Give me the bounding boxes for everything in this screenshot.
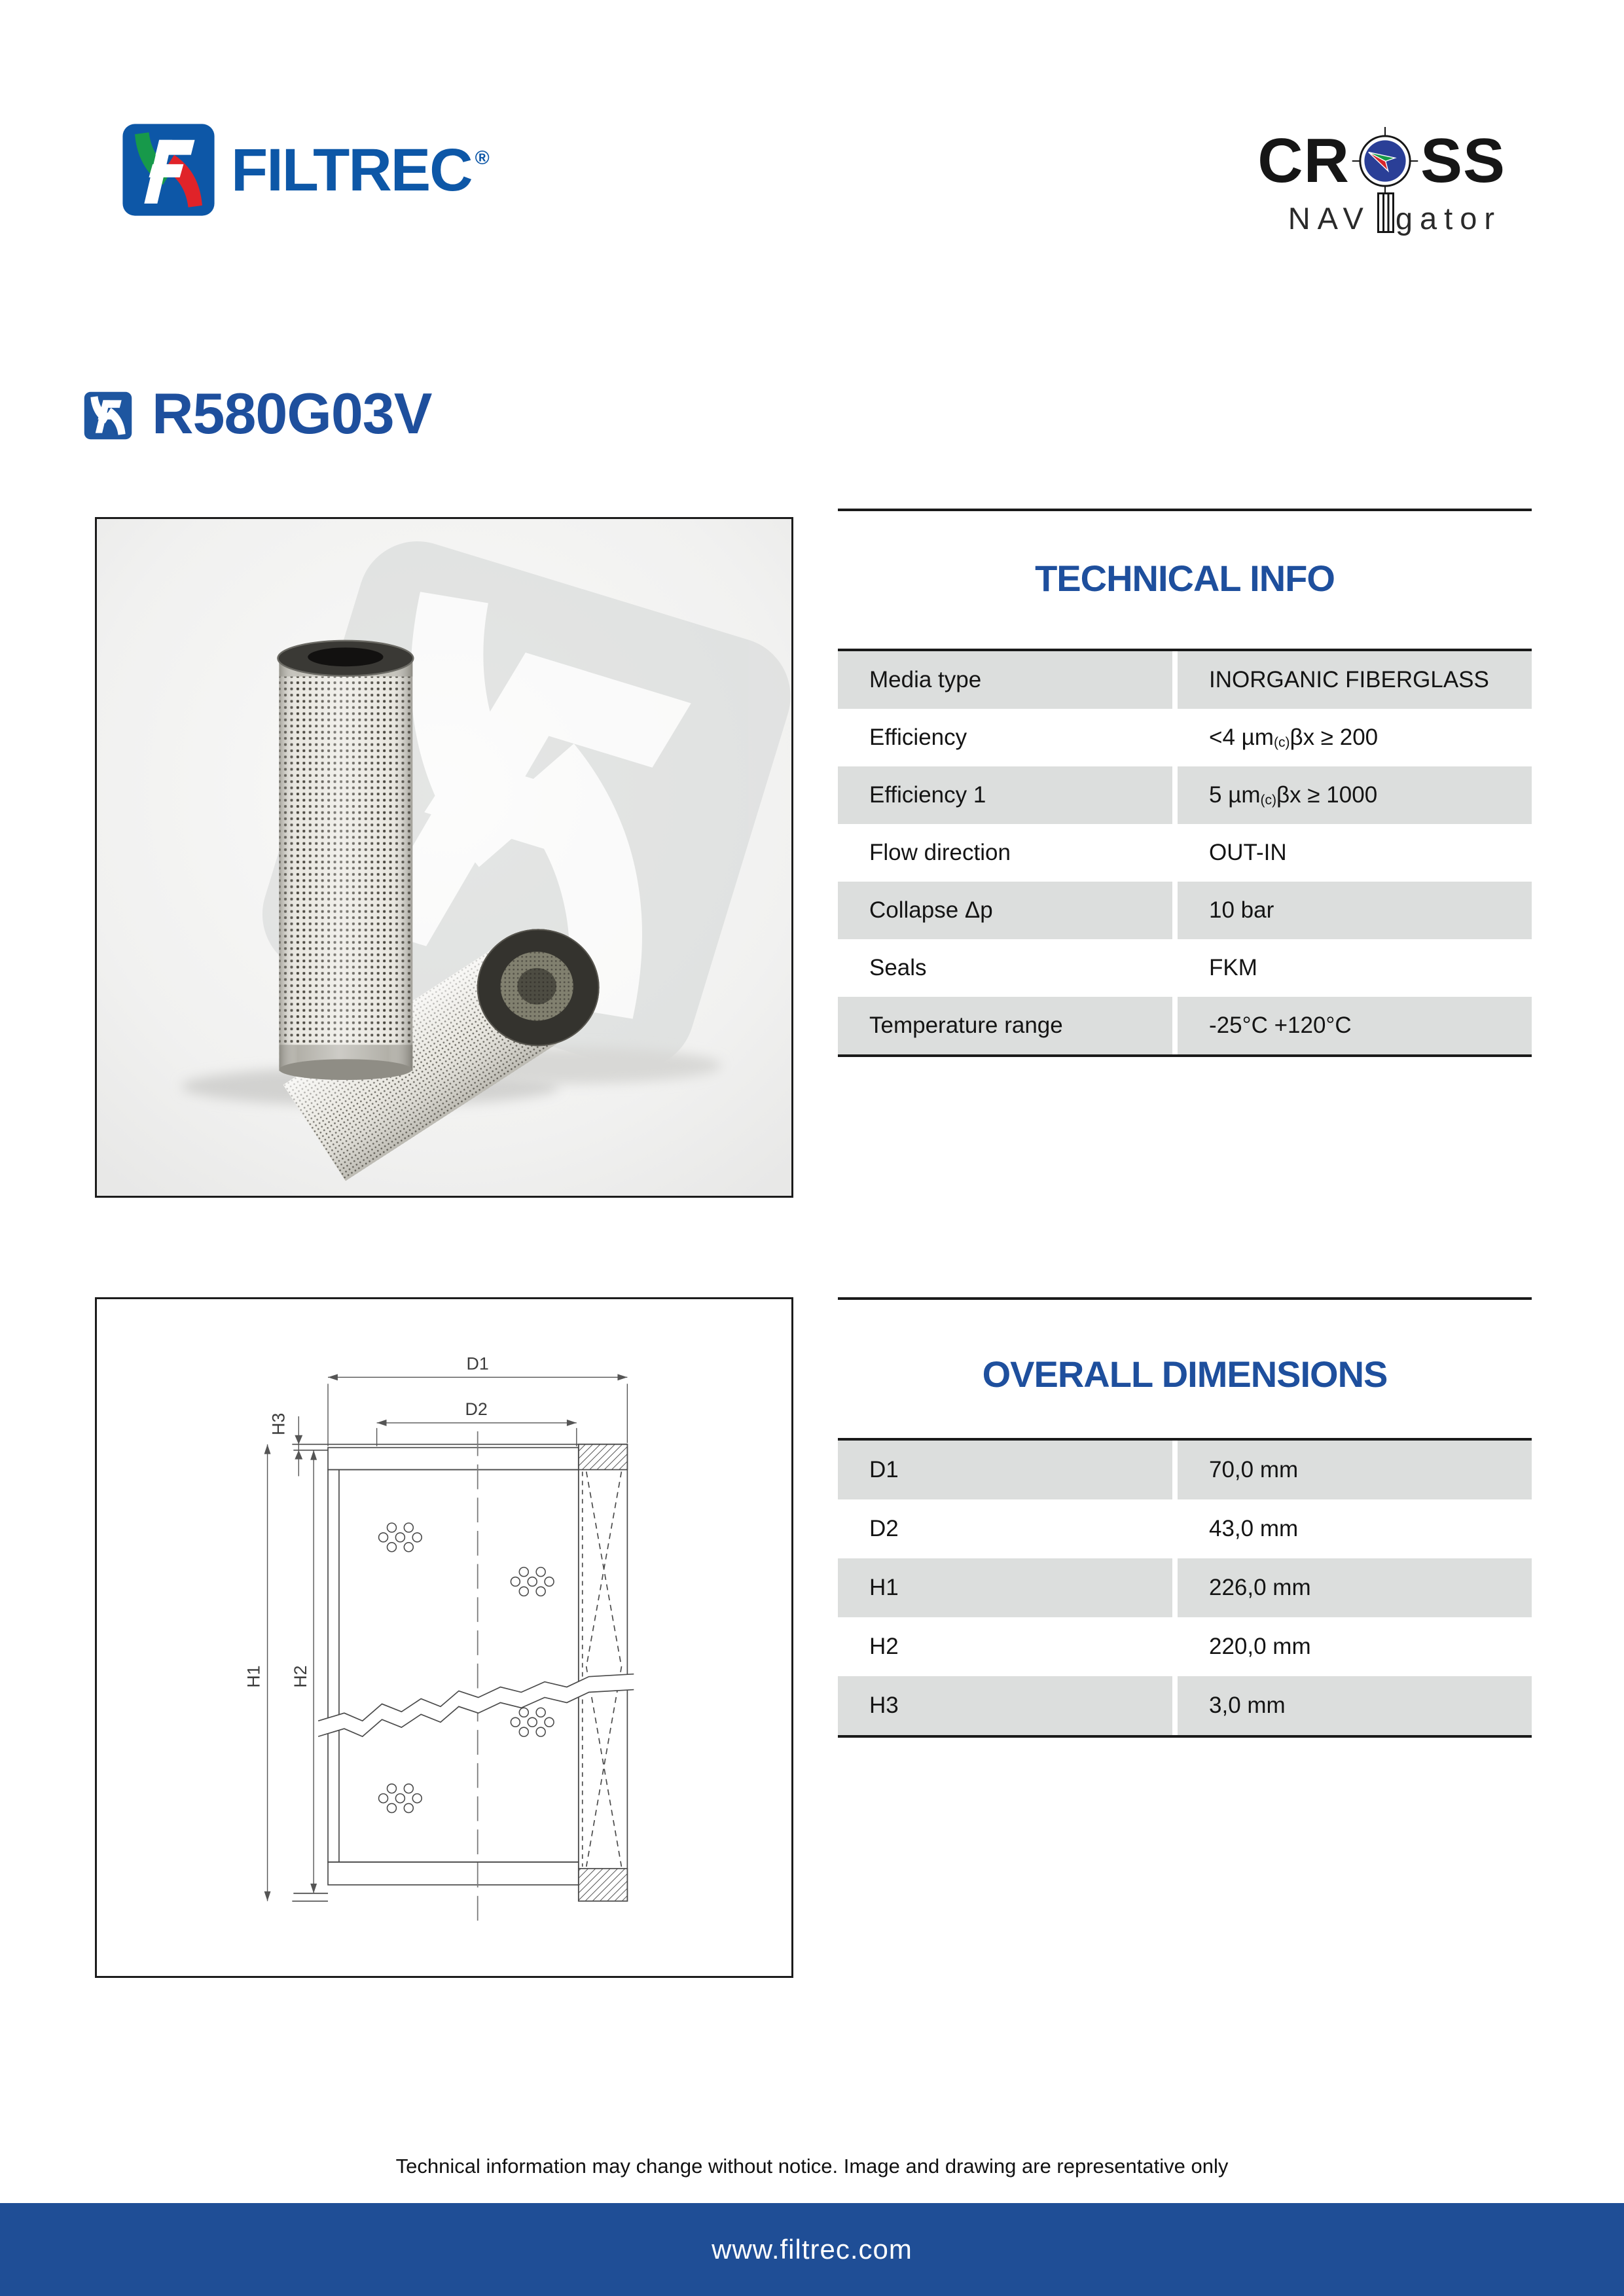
row-label: D2: [869, 1516, 899, 1541]
filter-element-standing: [278, 641, 413, 1080]
technical-info-rule: [838, 509, 1532, 511]
filtrec-logo-mark-icon: [122, 123, 215, 217]
page-title: R580G03V: [152, 381, 432, 446]
table-row-seals: [838, 939, 1532, 997]
nav-right-text: gator: [1395, 201, 1502, 236]
product-image-box: [95, 517, 793, 1198]
label-d2: D2: [465, 1399, 488, 1419]
technical-drawing: [97, 1299, 791, 1976]
row-label: Temperature range: [838, 997, 1172, 1054]
overall-dimensions-rule: [838, 1297, 1532, 1300]
row-label: H2: [869, 1634, 899, 1659]
dimension-arrows: [264, 1374, 628, 1901]
row-value: 3,0 mm: [1178, 1676, 1532, 1735]
row-label: H1: [838, 1558, 1172, 1617]
row-label: Efficiency 1: [838, 766, 1172, 824]
technical-info-title: TECHNICAL INFO: [1035, 558, 1335, 599]
row-label: D1: [838, 1441, 1172, 1499]
table-row-temperature-range: [838, 997, 1532, 1054]
row-label: Media type: [838, 651, 1172, 709]
table-row-collapse-p: [838, 882, 1532, 939]
table-row-efficiency: [838, 709, 1532, 766]
nav-left-text: NAV: [1288, 201, 1371, 236]
cross-left-text: CR: [1257, 126, 1350, 196]
row-value: 226,0 mm: [1178, 1558, 1532, 1617]
label-h3: H3: [268, 1412, 289, 1436]
magnifier-handle-icon: [1377, 192, 1394, 233]
table-row-d2: [838, 1499, 1532, 1558]
technical-info-table: [838, 649, 1532, 1057]
table-row-efficiency-1: [838, 766, 1532, 824]
filtrec-wordmark: [231, 136, 490, 204]
label-d1: D1: [466, 1354, 489, 1374]
row-value: FKM: [1209, 955, 1257, 980]
overall-dimensions-title: OVERALL DIMENSIONS: [982, 1354, 1388, 1395]
row-label: Seals: [869, 955, 927, 980]
footer-bar: [0, 2203, 1624, 2296]
registered-mark: ®: [475, 147, 490, 169]
product-title-row: [84, 381, 432, 446]
table-row-h1: [838, 1558, 1532, 1617]
row-value: INORGANIC FIBERGLASS: [1178, 651, 1532, 709]
navigator-wordmark: [1257, 200, 1506, 236]
product-code-icon: [84, 391, 132, 440]
brand-name: FILTREC: [231, 136, 472, 204]
dimension-labels: [244, 1354, 489, 1687]
label-h2: H2: [291, 1665, 311, 1688]
cross-navigator-logo: [1257, 124, 1506, 236]
cross-wordmark: [1257, 124, 1506, 198]
label-h1: H1: [244, 1665, 264, 1688]
row-label: H3: [838, 1676, 1172, 1735]
row-label: Efficiency: [869, 725, 967, 750]
dimension-lines: [268, 1377, 628, 1901]
compass-icon: [1351, 124, 1419, 198]
disclaimer-text: Technical information may change without notice. Image and drawing are representative only: [395, 2155, 1229, 2178]
table-row-flow-direction: [838, 824, 1532, 882]
row-value: 5 µm (c) βx ≥ 1000: [1178, 766, 1532, 824]
technical-drawing-box: [95, 1297, 793, 1978]
perforation-symbols: [379, 1523, 554, 1812]
table-row-d1: [838, 1441, 1532, 1499]
table-row-h3: [838, 1676, 1532, 1735]
row-value: -25°C +120°C: [1178, 997, 1532, 1054]
filtrec-logo: [122, 123, 490, 217]
row-value: 43,0 mm: [1209, 1516, 1299, 1541]
row-label: Flow direction: [869, 840, 1011, 865]
row-value: 70,0 mm: [1178, 1441, 1532, 1499]
row-value: <4 µm (c) βx ≥ 200: [1209, 725, 1379, 750]
overall-dimensions-table: [838, 1438, 1532, 1738]
table-row-h2: [838, 1617, 1532, 1676]
table-row-media-type: [838, 651, 1532, 709]
product-photo: [97, 519, 791, 1196]
row-label: Collapse Δp: [838, 882, 1172, 939]
row-value: 10 bar: [1178, 882, 1532, 939]
row-value: 220,0 mm: [1209, 1634, 1311, 1659]
row-value: OUT-IN: [1209, 840, 1287, 865]
website-link[interactable]: www.filtrec.com: [712, 2234, 912, 2265]
cross-right-text: SS: [1420, 126, 1506, 196]
